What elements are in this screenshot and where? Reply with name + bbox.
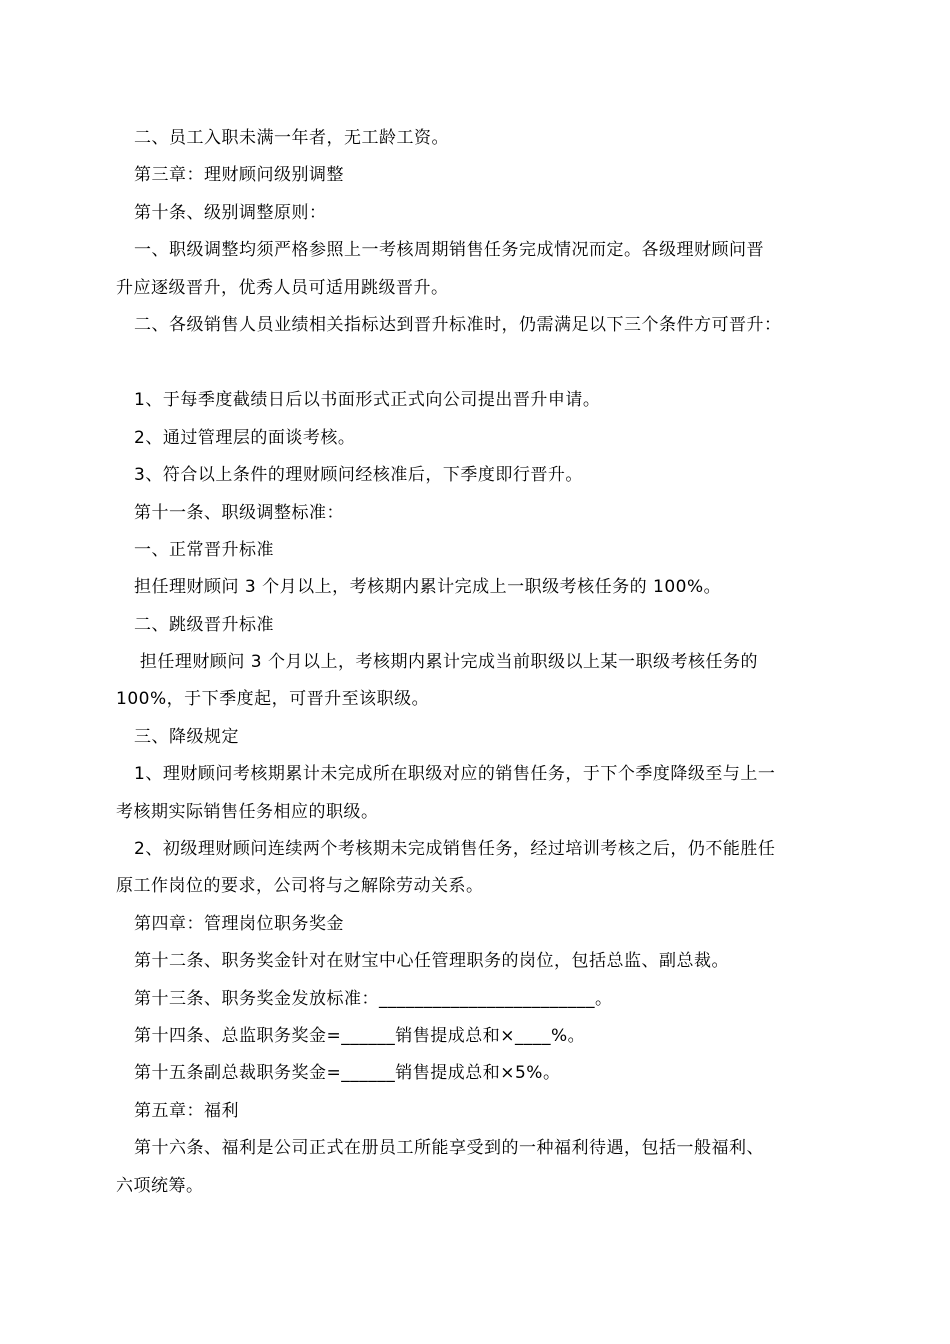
section-heading: 一、正常晋升标准: [134, 539, 274, 560]
list-item: 1、于每季度截绩日后以书面形式正式向公司提出晋升申请。: [134, 390, 601, 411]
paragraph-line: 二、员工入职未满一年者，无工龄工资。: [134, 128, 449, 148]
chapter-heading: 第四章：管理岗位职务奖金: [134, 913, 344, 934]
paragraph-line: 一、职级调整均须严格参照上一考核周期销售任务完成情况而定。各级理财顾问晋: [134, 240, 764, 261]
chapter-heading: 第五章：福利: [134, 1100, 239, 1121]
article-line: 第十三条、职务奖金发放标准：________________________。: [134, 988, 613, 1009]
paragraph-line: 2、初级理财顾问连续两个考核期未完成销售任务，经过培训考核之后，仍不能胜任: [134, 839, 776, 860]
paragraph-line: 100%，于下季度起，可晋升至该职级。: [116, 689, 430, 710]
article-line: 第十四条、总监职务奖金=______销售提成总和×____%。: [134, 1025, 586, 1046]
paragraph-line: 担任理财顾问 3 个月以上，考核期内累计完成上一职级考核任务的 100%。: [134, 577, 722, 598]
article-line: 第十二条、职务奖金针对在财宝中心任管理职务的岗位，包括总监、副总裁。: [134, 951, 729, 972]
paragraph-line: 担任理财顾问 3 个月以上，考核期内累计完成当前职级以上某一职级考核任务的: [134, 652, 759, 673]
paragraph-line: 原工作岗位的要求，公司将与之解除劳动关系。: [116, 876, 484, 897]
paragraph-line: 六项统筹。: [116, 1175, 204, 1196]
blank-line: [116, 344, 846, 382]
section-heading: 三、降级规定: [134, 726, 239, 747]
paragraph-line: 二、各级销售人员业绩相关指标达到晋升标准时，仍需满足以下三个条件方可晋升：: [134, 314, 782, 335]
article-heading: 第十条、级别调整原则：: [134, 202, 327, 223]
list-item: 3、符合以上条件的理财顾问经核准后，下季度即行晋升。: [134, 465, 583, 486]
paragraph-line: 考核期实际销售任务相应的职级。: [116, 801, 379, 822]
paragraph-line: 1、理财顾问考核期累计未完成所在职级对应的销售任务，于下个季度降级至与上一: [134, 764, 776, 785]
list-item: 2、通过管理层的面谈考核。: [134, 427, 356, 448]
paragraph-line: 升应逐级晋升，优秀人员可适用跳级晋升。: [116, 277, 449, 298]
document-body: [116, 120, 846, 1205]
chapter-heading: 第三章：理财顾问级别调整: [134, 165, 344, 186]
section-heading: 二、跳级晋升标准: [134, 614, 274, 635]
article-line: 第十五条副总裁职务奖金=______销售提成总和×5%。: [134, 1063, 561, 1084]
article-heading: 第十一条、职级调整标准：: [134, 502, 344, 523]
paragraph-line: 第十六条、福利是公司正式在册员工所能享受到的一种福利待遇，包括一般福利、: [134, 1138, 764, 1159]
